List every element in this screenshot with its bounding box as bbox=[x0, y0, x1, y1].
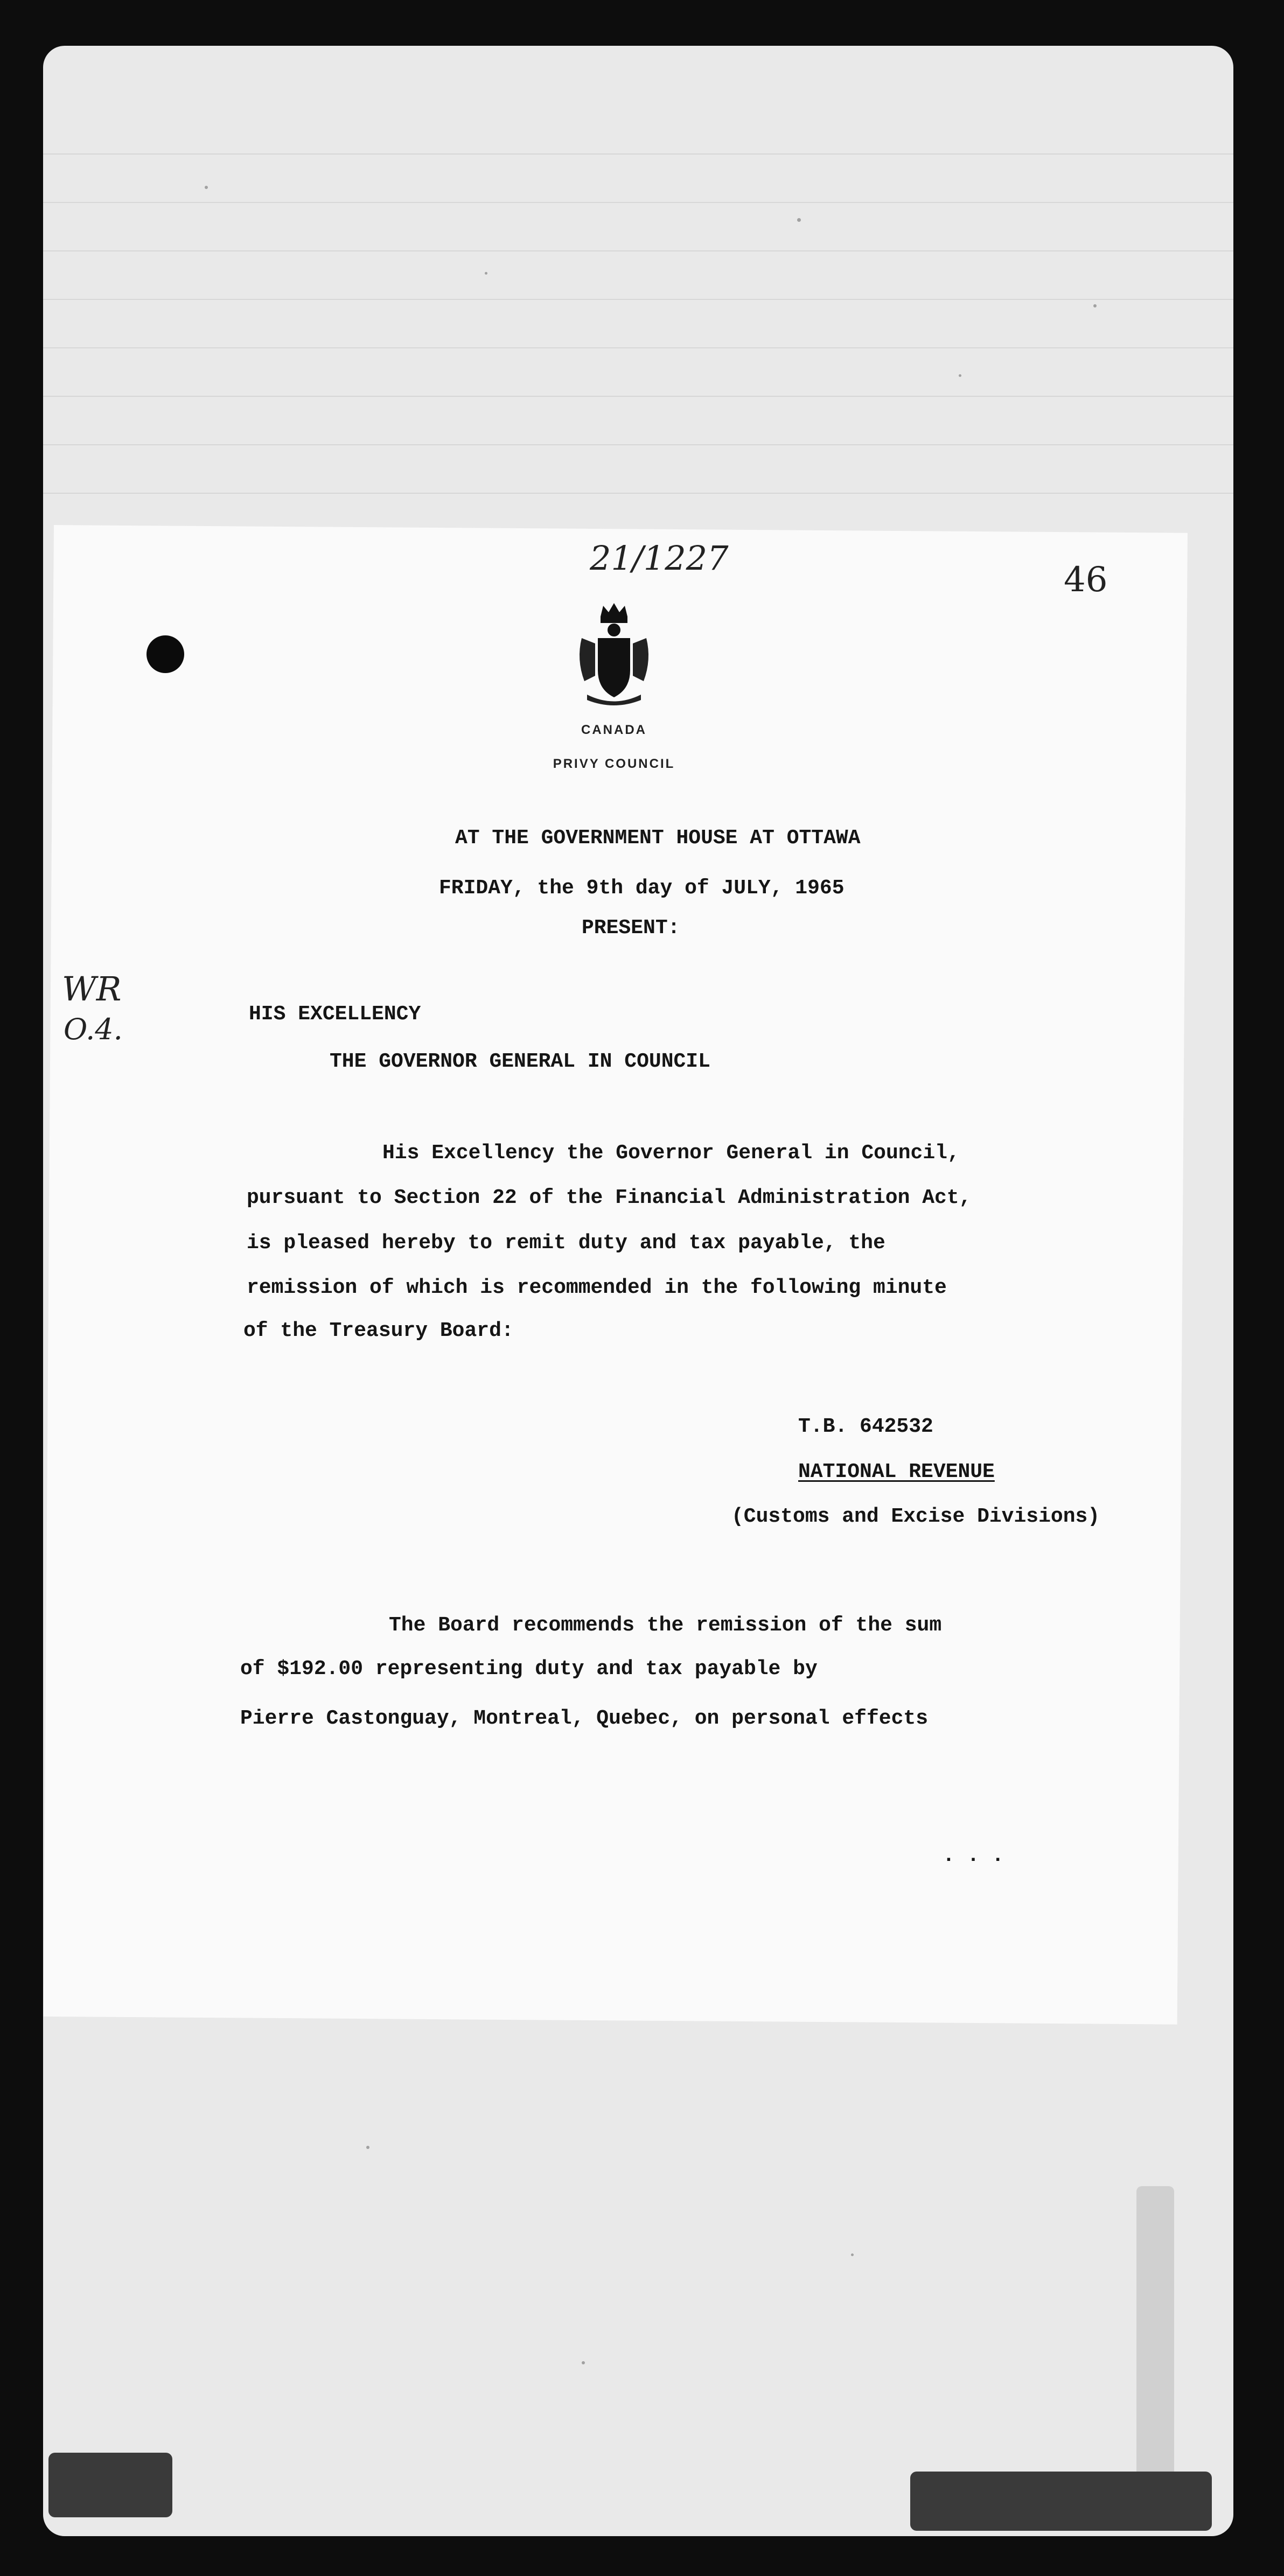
divisions: (Customs and Excise Divisions) bbox=[731, 1505, 1100, 1528]
margin-note-2: O.4. bbox=[64, 1012, 123, 1046]
coat-of-arms-icon bbox=[571, 600, 657, 708]
bottom-left-tab bbox=[48, 2453, 172, 2517]
treasury-board-number: T.B. 642532 bbox=[798, 1415, 933, 1438]
department-name: NATIONAL REVENUE bbox=[798, 1460, 995, 1483]
file-number-handwritten: 21/1227 bbox=[590, 538, 729, 578]
continuation-marker: . . . bbox=[943, 1844, 1004, 1867]
document-sheet bbox=[44, 525, 1188, 2025]
heading-date: FRIDAY, the 9th day of JULY, 1965 bbox=[439, 877, 845, 900]
recommendation-line-1: The Board recommends the remission of the sum bbox=[389, 1614, 942, 1637]
letterhead-office: PRIVY COUNCIL bbox=[553, 757, 675, 771]
order-line-1: His Excellency the Governor General in Council, bbox=[382, 1142, 960, 1165]
order-line-4: remission of which is recommended in the following minute bbox=[247, 1276, 947, 1299]
heading-present: PRESENT: bbox=[582, 916, 680, 940]
page-number-handwritten: 46 bbox=[1064, 560, 1108, 600]
order-line-3: is pleased hereby to remit duty and tax payable, the bbox=[247, 1231, 885, 1255]
order-line-5: of the Treasury Board: bbox=[243, 1319, 514, 1342]
letterhead-country: CANADA bbox=[581, 723, 647, 737]
attendance-line-1: HIS EXCELLENCY bbox=[249, 1003, 421, 1026]
recommendation-line-2: of $192.00 representing duty and tax payable by bbox=[240, 1657, 818, 1681]
heading-place: AT THE GOVERNMENT HOUSE AT OTTAWA bbox=[455, 827, 861, 850]
bottom-right-tab bbox=[910, 2472, 1212, 2531]
bottom-right-strip bbox=[1136, 2186, 1174, 2488]
attendance-line-2: THE GOVERNOR GENERAL IN COUNCIL bbox=[330, 1050, 710, 1073]
punch-hole bbox=[146, 635, 184, 673]
order-line-2: pursuant to Section 22 of the Financial Administration Act, bbox=[247, 1186, 972, 1209]
recommendation-line-3: Pierre Castonguay, Montreal, Quebec, on personal effects bbox=[240, 1707, 929, 1730]
margin-note-1: WR bbox=[62, 969, 122, 1009]
